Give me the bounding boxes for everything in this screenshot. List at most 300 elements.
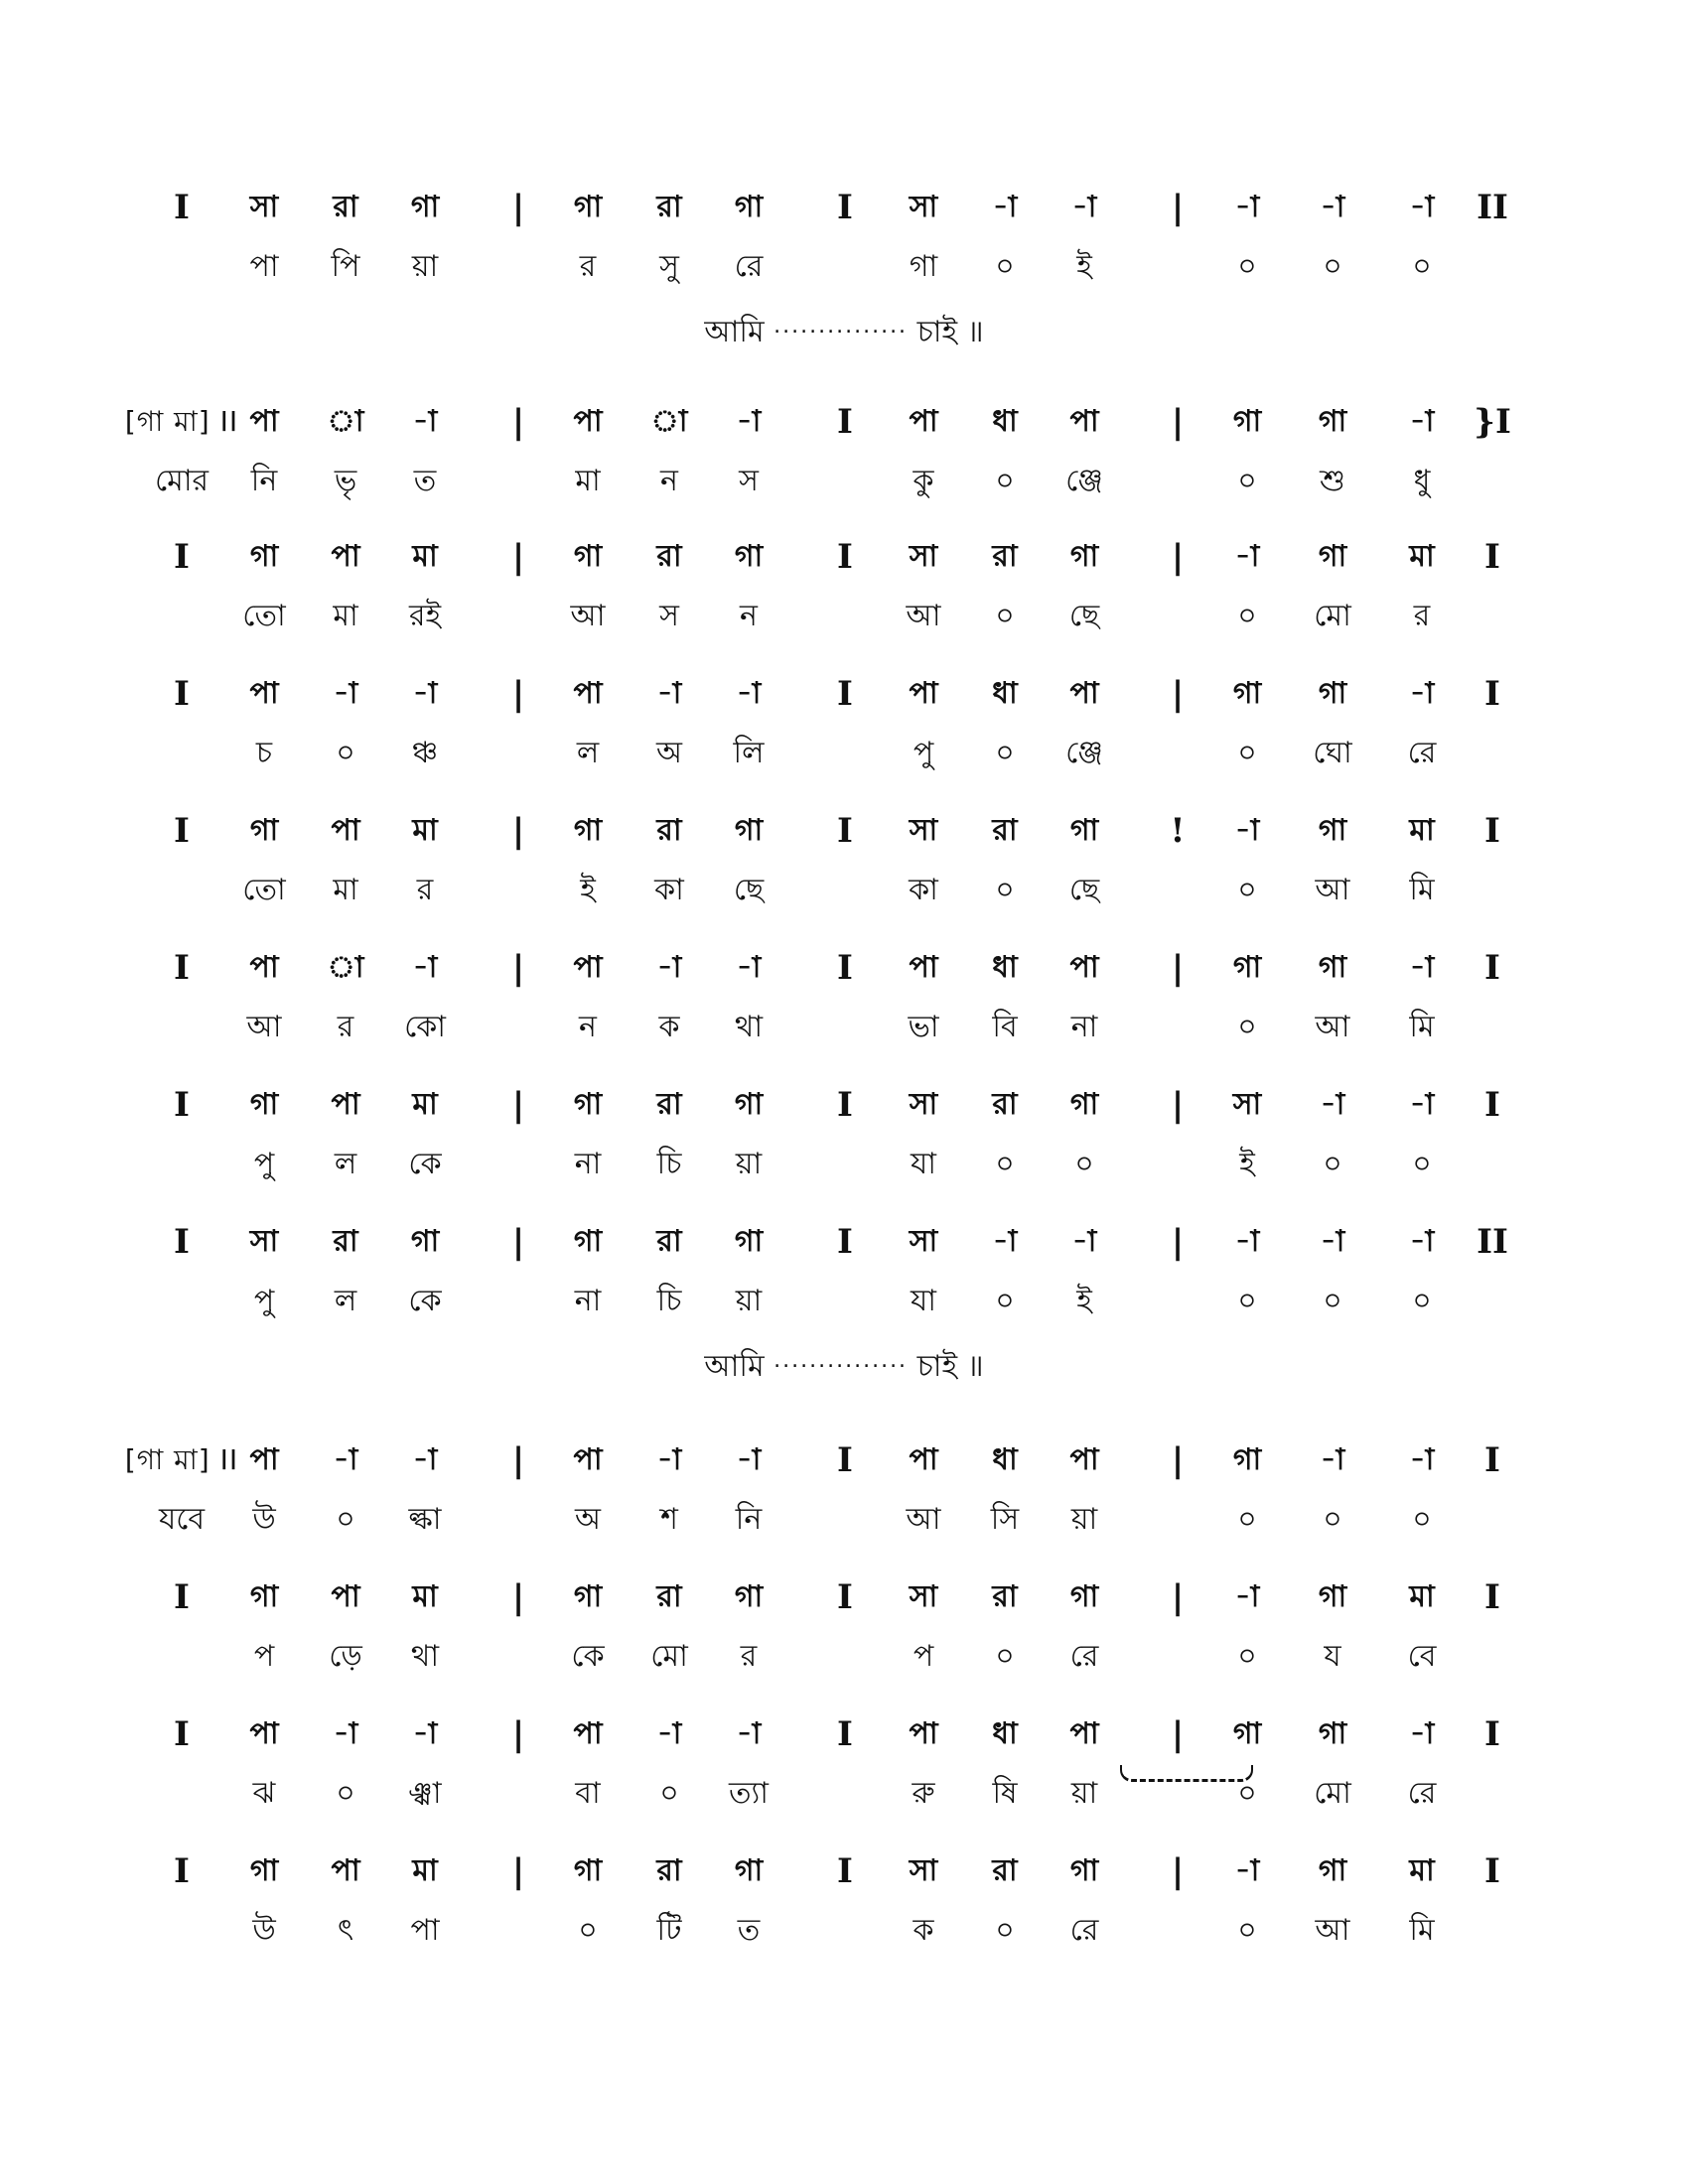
swara-note: -া: [1071, 190, 1097, 224]
lyric-syllable: মো: [1314, 599, 1351, 633]
lyric-syllable: আ: [906, 599, 941, 633]
swara-note: রা: [656, 190, 682, 224]
bar-line: II: [1477, 1222, 1508, 1262]
lyric-syllable: ত্যা: [729, 1776, 769, 1811]
swara-note: পা: [249, 950, 279, 985]
lyric-syllable: ভৃ: [334, 464, 357, 498]
swara-note: সা: [909, 1224, 938, 1259]
bar-line: |: [511, 811, 525, 851]
swara-note: সা: [909, 1853, 938, 1888]
swara-note: ধা: [992, 1442, 1018, 1477]
swara-note: পা: [1069, 1442, 1099, 1477]
swara-note: সা: [909, 539, 938, 574]
bar-line: }I: [1474, 402, 1511, 442]
swara-note: গা: [573, 813, 603, 848]
notation-block: [0, 669, 1688, 808]
swara-note: পা: [1069, 950, 1099, 985]
lyric-syllable: গা: [909, 249, 938, 284]
lyric-syllable: রে: [1407, 736, 1437, 770]
swara-note: সা: [909, 190, 938, 224]
lyric-syllable: টি: [656, 1913, 682, 1948]
lyric-syllable: ০: [1412, 1284, 1432, 1318]
bar-line: I: [837, 1577, 853, 1617]
swara-note: রা: [656, 1579, 682, 1614]
lyric-syllable: ০: [1412, 1502, 1432, 1537]
lyric-syllable: ০: [1412, 249, 1432, 284]
bar-line: |: [511, 1085, 525, 1125]
swara-note: পা: [249, 404, 279, 439]
lyric-syllable: ল্কা: [408, 1502, 442, 1537]
bar-line: !: [1170, 811, 1186, 851]
swara-note: -া: [1409, 190, 1435, 224]
swara-note: -া: [992, 1224, 1018, 1259]
swara-note: গা: [1318, 1853, 1347, 1888]
lyric-syllable: পু: [253, 1147, 275, 1181]
swara-note: মা: [1409, 539, 1435, 574]
bar-line: |: [1171, 402, 1185, 442]
lyric-syllable: ০: [1412, 1147, 1432, 1181]
lyric-syllable: ০: [995, 1284, 1015, 1318]
lyric-syllable: র: [579, 249, 597, 284]
lyric-syllable: ০: [578, 1913, 598, 1948]
lyric-syllable: ত: [413, 464, 437, 498]
swara-note: গা: [1232, 404, 1262, 439]
lyric-syllable: কা: [654, 873, 684, 907]
swara-note: পা: [249, 676, 279, 711]
lyric-syllable: সি: [990, 1502, 1020, 1537]
lyric-syllable: তো: [242, 873, 286, 907]
swara-note: গা: [1232, 1442, 1262, 1477]
swara-note: গা: [1318, 1716, 1347, 1751]
lyric-syllable: য়া: [735, 1284, 763, 1318]
lyric-syllable: পি: [331, 249, 360, 284]
lyric-syllable: ০: [1074, 1147, 1094, 1181]
swara-note: গা: [734, 539, 764, 574]
lyric-syllable: শু: [1320, 464, 1345, 498]
lyric-syllable: কো: [404, 1010, 446, 1044]
lyric-line: [0, 1632, 1688, 1682]
bar-line: I: [837, 188, 853, 227]
lyric-syllable: ০: [995, 873, 1015, 907]
lyric-syllable: ০: [1323, 1147, 1342, 1181]
swara-note: পা: [909, 950, 938, 985]
swara-note: গা: [1318, 950, 1347, 985]
lyric-syllable: ০: [336, 1502, 355, 1537]
lyric-syllable: ই: [580, 873, 596, 907]
swara-line: [0, 532, 1688, 582]
lyric-syllable: রে: [1069, 1913, 1099, 1948]
swara-note: রা: [992, 813, 1018, 848]
swara-line: [0, 669, 1688, 719]
lyric-syllable: রু: [912, 1776, 935, 1811]
lyric-line: [0, 1906, 1688, 1956]
lyric-syllable: মি: [1409, 1913, 1435, 1948]
lyric-syllable: ০: [1323, 1284, 1342, 1318]
lyric-syllable: ই: [1076, 1284, 1092, 1318]
swara-note: -া: [736, 1442, 762, 1477]
lyric-syllable: ল: [576, 736, 600, 770]
lyric-syllable: বা: [575, 1776, 601, 1811]
bar-line: I: [1484, 1440, 1500, 1480]
lyric-syllable: ন: [579, 1010, 597, 1044]
bar-line: I: [1484, 1085, 1500, 1125]
refrain-end: চাই ॥: [916, 1349, 984, 1384]
bar-line: |: [511, 948, 525, 988]
lyric-syllable: অ: [575, 1502, 601, 1537]
lyric-syllable: থা: [410, 1639, 440, 1674]
swara-note: রা: [656, 1087, 682, 1122]
lyric-syllable: প: [253, 1639, 275, 1674]
bar-line: I: [174, 1222, 190, 1262]
swara-note: মা: [412, 1087, 438, 1122]
bar-line: |: [1171, 674, 1185, 714]
swara-note: গা: [734, 1087, 764, 1122]
bar-line: I: [174, 1851, 190, 1891]
swara-note: -া: [1409, 1716, 1435, 1751]
lyric-syllable: ছে: [1068, 873, 1100, 907]
lyric-syllable: ঞ্জে: [1065, 464, 1103, 498]
bar-line: |: [511, 1222, 525, 1262]
lyric-syllable: ০: [336, 736, 355, 770]
lyric-syllable: বে: [1407, 1639, 1437, 1674]
lyric-syllable: নি: [250, 464, 278, 498]
swara-note: গা: [573, 1579, 603, 1614]
swara-note: পা: [331, 813, 360, 848]
refrain-dots: ···············: [774, 1354, 909, 1380]
lyric-syllable: যবে: [158, 1502, 206, 1537]
swara-note: গা: [1318, 539, 1347, 574]
swara-note: -া: [1320, 1087, 1345, 1122]
swara-note: গা: [1069, 1087, 1099, 1122]
bar-line: I: [174, 948, 190, 988]
lyric-syllable: মি: [1409, 873, 1435, 907]
swara-note: গা: [249, 1087, 279, 1122]
lyric-syllable: য়া: [1070, 1776, 1098, 1811]
refrain-start: আমি: [704, 315, 765, 349]
lyric-syllable: চি: [656, 1284, 682, 1318]
swara-note: -া: [736, 1716, 762, 1751]
lyric-syllable: র: [416, 873, 434, 907]
lyric-syllable: ল: [334, 1284, 357, 1318]
swara-note: -া: [333, 1716, 358, 1751]
swara-note: -া: [412, 1442, 438, 1477]
bar-line: I: [1484, 674, 1500, 714]
bar-line: |: [1171, 1222, 1185, 1262]
lyric-syllable: নি: [735, 1502, 763, 1537]
lyric-syllable: ০: [1237, 599, 1257, 633]
lyric-syllable: ঞ্ঝা: [408, 1776, 442, 1811]
swara-note: গা: [573, 1224, 603, 1259]
swara-note: গা: [410, 190, 440, 224]
swara-note: -া: [1320, 1442, 1345, 1477]
lyric-line: [0, 1140, 1688, 1189]
bar-line: I: [174, 188, 190, 227]
lyric-syllable: ০: [1237, 464, 1257, 498]
bar-line: |: [511, 1851, 525, 1891]
swara-line: [0, 183, 1688, 232]
swara-note: রা: [992, 1087, 1018, 1122]
swara-note: গা: [734, 1853, 764, 1888]
swara-line: [0, 397, 1688, 447]
bar-line: I: [837, 1085, 853, 1125]
swara-note: গা: [249, 539, 279, 574]
swara-note: া: [650, 404, 688, 439]
swara-note: -া: [412, 1716, 438, 1751]
lyric-syllable: পা: [249, 249, 279, 284]
lyric-line: [0, 1769, 1688, 1819]
lyric-syllable: ৎ: [337, 1913, 354, 1948]
lyric-syllable: পু: [253, 1284, 275, 1318]
lyric-syllable: আ: [570, 599, 606, 633]
lyric-syllable: ০: [995, 1913, 1015, 1948]
swara-note: গা: [1069, 1853, 1099, 1888]
swara-note: পা: [573, 950, 603, 985]
lyric-syllable: ত: [737, 1913, 761, 1948]
swara-note: পা: [573, 1716, 603, 1751]
swara-note: -া: [412, 676, 438, 711]
swara-note: মা: [1409, 1579, 1435, 1614]
swara-note: রা: [656, 1853, 682, 1888]
swara-note: সা: [909, 1087, 938, 1122]
lyric-syllable: ঞ্জে: [1065, 736, 1103, 770]
bar-line: |: [1171, 1851, 1185, 1891]
lyric-syllable: য়া: [735, 1147, 763, 1181]
notation-block: [0, 397, 1688, 536]
lyric-syllable: মো: [650, 1639, 688, 1674]
swara-line: [0, 1709, 1688, 1759]
swara-note: -া: [412, 950, 438, 985]
swara-note: -া: [1409, 1442, 1435, 1477]
lyric-line: [0, 729, 1688, 778]
bar-line: I: [174, 537, 190, 577]
swara-note: -া: [656, 676, 682, 711]
bar-line: |: [1171, 1085, 1185, 1125]
swara-note: -া: [656, 950, 682, 985]
lyric-syllable: তো: [242, 599, 286, 633]
swara-note: -া: [656, 1442, 682, 1477]
swara-note: পা: [331, 539, 360, 574]
bar-line: I: [837, 948, 853, 988]
swara-line: [0, 1080, 1688, 1130]
bar-line: I: [1484, 1851, 1500, 1891]
swara-note: রা: [333, 190, 358, 224]
lyric-syllable: ০: [1237, 249, 1257, 284]
lyric-syllable: সু: [659, 249, 679, 284]
bar-line: II: [1477, 188, 1508, 227]
bar-line: |: [511, 1440, 525, 1480]
swara-line: [0, 806, 1688, 856]
lyric-syllable: ০: [336, 1776, 355, 1811]
bar-line: I: [837, 674, 853, 714]
bar-line: I: [174, 1085, 190, 1125]
swara-note: গা: [1232, 950, 1262, 985]
bar-line: |: [1171, 1440, 1185, 1480]
lyric-syllable: মা: [575, 464, 601, 498]
swara-note: গা: [734, 813, 764, 848]
bar-line: |: [1171, 537, 1185, 577]
swara-note: -া: [736, 676, 762, 711]
lyric-syllable: মো: [1314, 1776, 1351, 1811]
bar-line: |: [511, 188, 525, 227]
swara-note: গা: [734, 1579, 764, 1614]
lyric-syllable: ০: [995, 736, 1015, 770]
bar-line: I: [837, 537, 853, 577]
swara-note: -া: [1234, 1224, 1260, 1259]
notation-block: [0, 1080, 1688, 1219]
swara-note: পা: [909, 404, 938, 439]
swara-note: মা: [412, 539, 438, 574]
swara-note: মা: [412, 1853, 438, 1888]
lyric-syllable: ষি: [992, 1776, 1018, 1811]
swara-note: -া: [412, 404, 438, 439]
lyric-syllable: ০: [1237, 1284, 1257, 1318]
swara-note: -া: [1409, 1087, 1435, 1122]
swara-note: -া: [1409, 950, 1435, 985]
notation-block: [0, 943, 1688, 1082]
bar-line: I: [837, 1440, 853, 1480]
notation-block: [0, 1709, 1688, 1848]
swara-note: -া: [333, 1442, 358, 1477]
swara-note: রা: [992, 1579, 1018, 1614]
lyric-syllable: অ: [656, 736, 682, 770]
lyric-syllable: বি: [992, 1010, 1018, 1044]
lyric-syllable: ন: [660, 464, 678, 498]
lyric-syllable: ছে: [733, 873, 765, 907]
swara-note: রা: [992, 1853, 1018, 1888]
lyric-syllable: পু: [913, 736, 934, 770]
lyric-syllable: আ: [1315, 1010, 1350, 1044]
lyric-line: [0, 1003, 1688, 1052]
lyric-syllable: ০: [659, 1776, 679, 1811]
swara-note: ধা: [992, 1716, 1018, 1751]
swara-note: গা: [249, 1853, 279, 1888]
swara-note: -া: [1234, 1579, 1260, 1614]
swara-note: গা: [1069, 539, 1099, 574]
swara-note: গা: [1069, 813, 1099, 848]
lyric-syllable: ০: [1237, 1913, 1257, 1948]
lyric-syllable: ঝ: [252, 1776, 276, 1811]
swara-note: গা: [1232, 676, 1262, 711]
lyric-line: [0, 866, 1688, 915]
swara-note: রা: [656, 539, 682, 574]
lyric-syllable: স: [739, 464, 759, 498]
swara-note: গা: [734, 190, 764, 224]
swara-note: সা: [249, 190, 279, 224]
swara-note: -া: [333, 676, 358, 711]
swara-note: -া: [1234, 539, 1260, 574]
swara-note: সা: [909, 813, 938, 848]
swara-note: গা: [1318, 404, 1347, 439]
lyric-syllable: ০: [1237, 1010, 1257, 1044]
swara-note: গা: [249, 1579, 279, 1614]
bar-line: I: [1484, 948, 1500, 988]
swara-note: পা: [909, 1716, 938, 1751]
lyric-syllable: ০: [995, 464, 1015, 498]
grace-note-group: [গা মা] II: [124, 405, 239, 438]
lyric-syllable: আ: [246, 1010, 282, 1044]
swara-note: গা: [1069, 1579, 1099, 1614]
swara-note: পা: [573, 676, 603, 711]
lyric-syllable: ড়ে: [329, 1639, 362, 1674]
swara-note: -া: [1234, 1853, 1260, 1888]
lyric-line: [0, 1277, 1688, 1326]
swara-note: গা: [1318, 813, 1347, 848]
lyric-syllable: ০: [995, 1639, 1015, 1674]
bar-line: I: [1484, 537, 1500, 577]
bar-line: |: [1171, 188, 1185, 227]
swara-note: গা: [1318, 676, 1347, 711]
lyric-syllable: ০: [1237, 1502, 1257, 1537]
bar-line: I: [174, 811, 190, 851]
swara-line: [0, 943, 1688, 993]
lyric-syllable: ০: [1237, 736, 1257, 770]
refrain-start: আমি: [704, 1349, 765, 1384]
swara-note: -া: [736, 950, 762, 985]
swara-note: রা: [992, 539, 1018, 574]
swara-note: -া: [1234, 813, 1260, 848]
lyric-syllable: ০: [1237, 873, 1257, 907]
lyric-syllable: না: [574, 1284, 602, 1318]
bar-line: |: [511, 537, 525, 577]
lyric-syllable: মোর: [154, 464, 210, 498]
lyric-syllable: ০: [1237, 1639, 1257, 1674]
lyric-syllable: ০: [995, 599, 1015, 633]
lyric-syllable: চি: [656, 1147, 682, 1181]
swara-note: রা: [333, 1224, 358, 1259]
swara-line: [0, 1572, 1688, 1622]
lyric-syllable: ০: [1323, 1502, 1342, 1537]
bar-line: I: [837, 811, 853, 851]
bar-line: I: [174, 674, 190, 714]
lyric-syllable: ০: [995, 249, 1015, 284]
lyric-syllable: কে: [408, 1284, 442, 1318]
swara-note: া: [327, 950, 364, 985]
swara-note: মা: [412, 1579, 438, 1614]
swara-note: -া: [1409, 1224, 1435, 1259]
notation-block: [0, 806, 1688, 945]
lyric-syllable: ল: [334, 1147, 357, 1181]
lyric-syllable: প: [913, 1639, 934, 1674]
lyric-syllable: ছে: [1068, 599, 1100, 633]
swara-note: পা: [249, 1716, 279, 1751]
lyric-syllable: না: [1070, 1010, 1098, 1044]
lyric-syllable: ক: [913, 1913, 934, 1948]
swara-note: রা: [656, 813, 682, 848]
bar-line: I: [837, 1222, 853, 1262]
swara-note: গা: [410, 1224, 440, 1259]
lyric-syllable: ক: [658, 1010, 680, 1044]
lyric-syllable: ই: [1239, 1147, 1255, 1181]
swara-note: গা: [573, 1087, 603, 1122]
bar-line: |: [1171, 1714, 1185, 1754]
lyric-syllable: কে: [571, 1639, 605, 1674]
lyric-syllable: য়া: [1070, 1502, 1098, 1537]
swara-note: গা: [573, 1853, 603, 1888]
lyric-syllable: লি: [733, 736, 765, 770]
lyric-syllable: ০: [995, 1147, 1015, 1181]
swara-note: -া: [656, 1716, 682, 1751]
lyric-syllable: মি: [1409, 1010, 1435, 1044]
swara-note: পা: [331, 1853, 360, 1888]
lyric-syllable: উ: [252, 1913, 276, 1948]
bar-line: I: [837, 1851, 853, 1891]
refrain-line: [0, 1342, 1688, 1392]
notation-block: [0, 1435, 1688, 1574]
lyric-syllable: আ: [1315, 1913, 1350, 1948]
lyric-syllable: র: [740, 1639, 758, 1674]
bar-line: |: [1171, 1577, 1185, 1617]
lyric-syllable: ঞ্চ: [411, 736, 439, 770]
